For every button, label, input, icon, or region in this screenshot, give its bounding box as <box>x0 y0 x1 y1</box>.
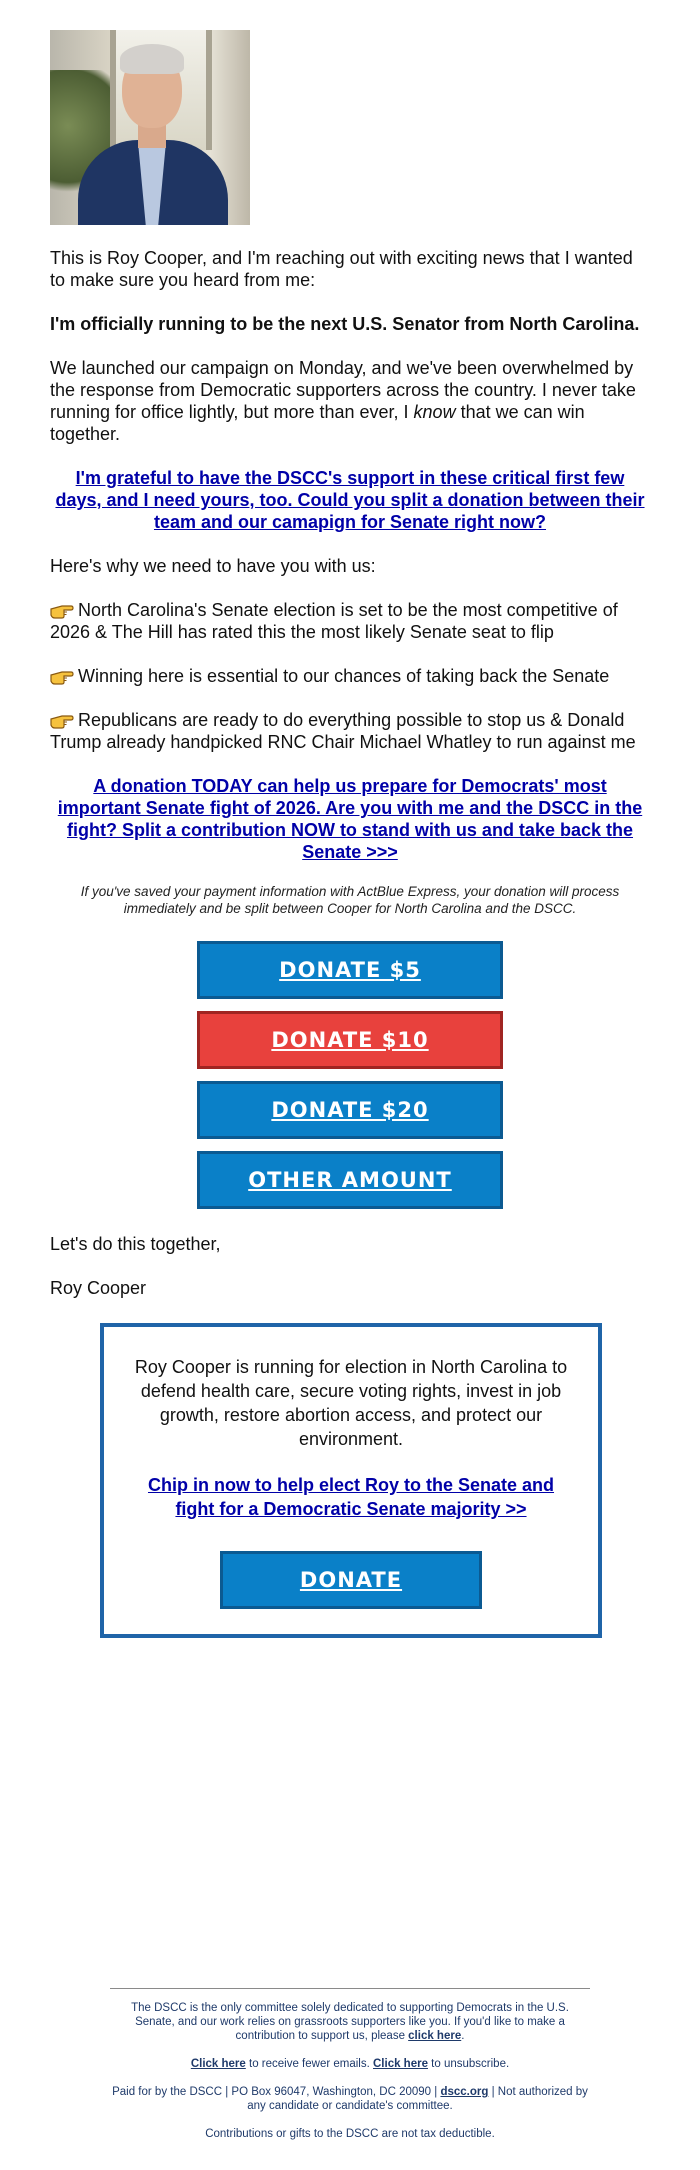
fewer-emails-link[interactable]: Click here <box>190 2058 246 2070</box>
launch-text: We launched our campaign on Monday, and we've been overwhelmed by the response from Democratic supporters across the country. I never take running for office lightly, but more than ever, I know that we can win together. <box>50 358 636 444</box>
footer-paid-for: Paid for by the DSCC | PO Box 96047, Washington, DC 20090 | dscc.org | Not authorized by any candidate or candidate's committee. <box>112 2086 588 2112</box>
email-footer <box>110 1988 590 2141</box>
announcement-text: I'm officially running to be the next U.S. Senator from North Carolina. <box>50 314 640 334</box>
chip-in-link[interactable]: Chip in now to help elect Roy to the Senate and fight for a Democratic Senate majority >> <box>147 1475 555 1519</box>
donate-10-button[interactable]: DONATE $10 <box>197 1011 503 1069</box>
footer-email-preferences: Click here to receive fewer emails. Click here to unsubscribe. <box>190 2058 510 2070</box>
other-amount-button[interactable]: OTHER AMOUNT <box>197 1151 503 1209</box>
footer-contribute-link[interactable]: click here <box>408 2030 462 2042</box>
bullet-item-2: Winning here is essential to our chances of taking back the Senate <box>50 665 650 687</box>
footer-about-text: The DSCC is the only committee solely dedicated to supporting Democrats in the U.S. Senate, and our work relies on grassroots supporters like you. If you'd like to make a contribution to support us, please click here. <box>131 2002 569 2042</box>
split-donation-link[interactable]: I'm grateful to have the DSCC's support in these critical first few days, and I need yours, too. Could you split a donation between their team and our camapign for Senate right now? <box>55 468 645 532</box>
emphasis-know: know <box>413 402 456 422</box>
pointing-hand-icon <box>50 668 74 686</box>
donate-20-button[interactable]: DONATE $20 <box>197 1081 503 1139</box>
actblue-express-note: If you've saved your payment information with ActBlue Express, your donation will process immediately and be split between Cooper for North Carolina and the DSCC. <box>80 884 620 916</box>
donate-button-group <box>50 941 650 1209</box>
unsubscribe-link[interactable]: Click here <box>373 2058 428 2070</box>
box-donate-button[interactable]: DONATE <box>220 1551 482 1609</box>
candidate-photo <box>50 30 250 225</box>
candidate-info-box <box>100 1323 602 1638</box>
email-body <box>50 30 650 1638</box>
bullet-item-3: Republicans are ready to do everything possible to stop us & Donald Trump already handpicked RNC Chair Michael Whatley to run against me <box>50 710 636 752</box>
split-contribution-link[interactable]: A donation TODAY can help us prepare for Democrats' most important Senate fight of 2026. Are you with me and the DSCC in the fight? Split a contribution NOW to stand with us and take back the Senate >>> <box>57 776 643 862</box>
pointing-hand-icon <box>50 712 74 730</box>
donate-5-button[interactable]: DONATE $5 <box>197 941 503 999</box>
footer-tax-note: Contributions or gifts to the DSCC are not tax deductible. <box>205 2128 495 2140</box>
intro-text: This is Roy Cooper, and I'm reaching out with exciting news that I wanted to make sure you heard from me: <box>50 248 633 290</box>
candidate-mission-text: Roy Cooper is running for election in North Carolina to defend health care, secure voting rights, invest in job growth, restore abortion access, and protect our environment. <box>134 1357 568 1449</box>
pointing-hand-icon <box>50 602 74 620</box>
dscc-site-link[interactable]: dscc.org <box>440 2086 489 2098</box>
why-heading: Here's why we need to have you with us: <box>50 556 376 576</box>
signoff-text: Let's do this together, <box>50 1234 221 1254</box>
signature-text: Roy Cooper <box>50 1278 147 1298</box>
bullet-item-1: North Carolina's Senate election is set to be the most competitive of 2026 & The Hill has rated this the most likely Senate seat to flip <box>50 600 618 642</box>
